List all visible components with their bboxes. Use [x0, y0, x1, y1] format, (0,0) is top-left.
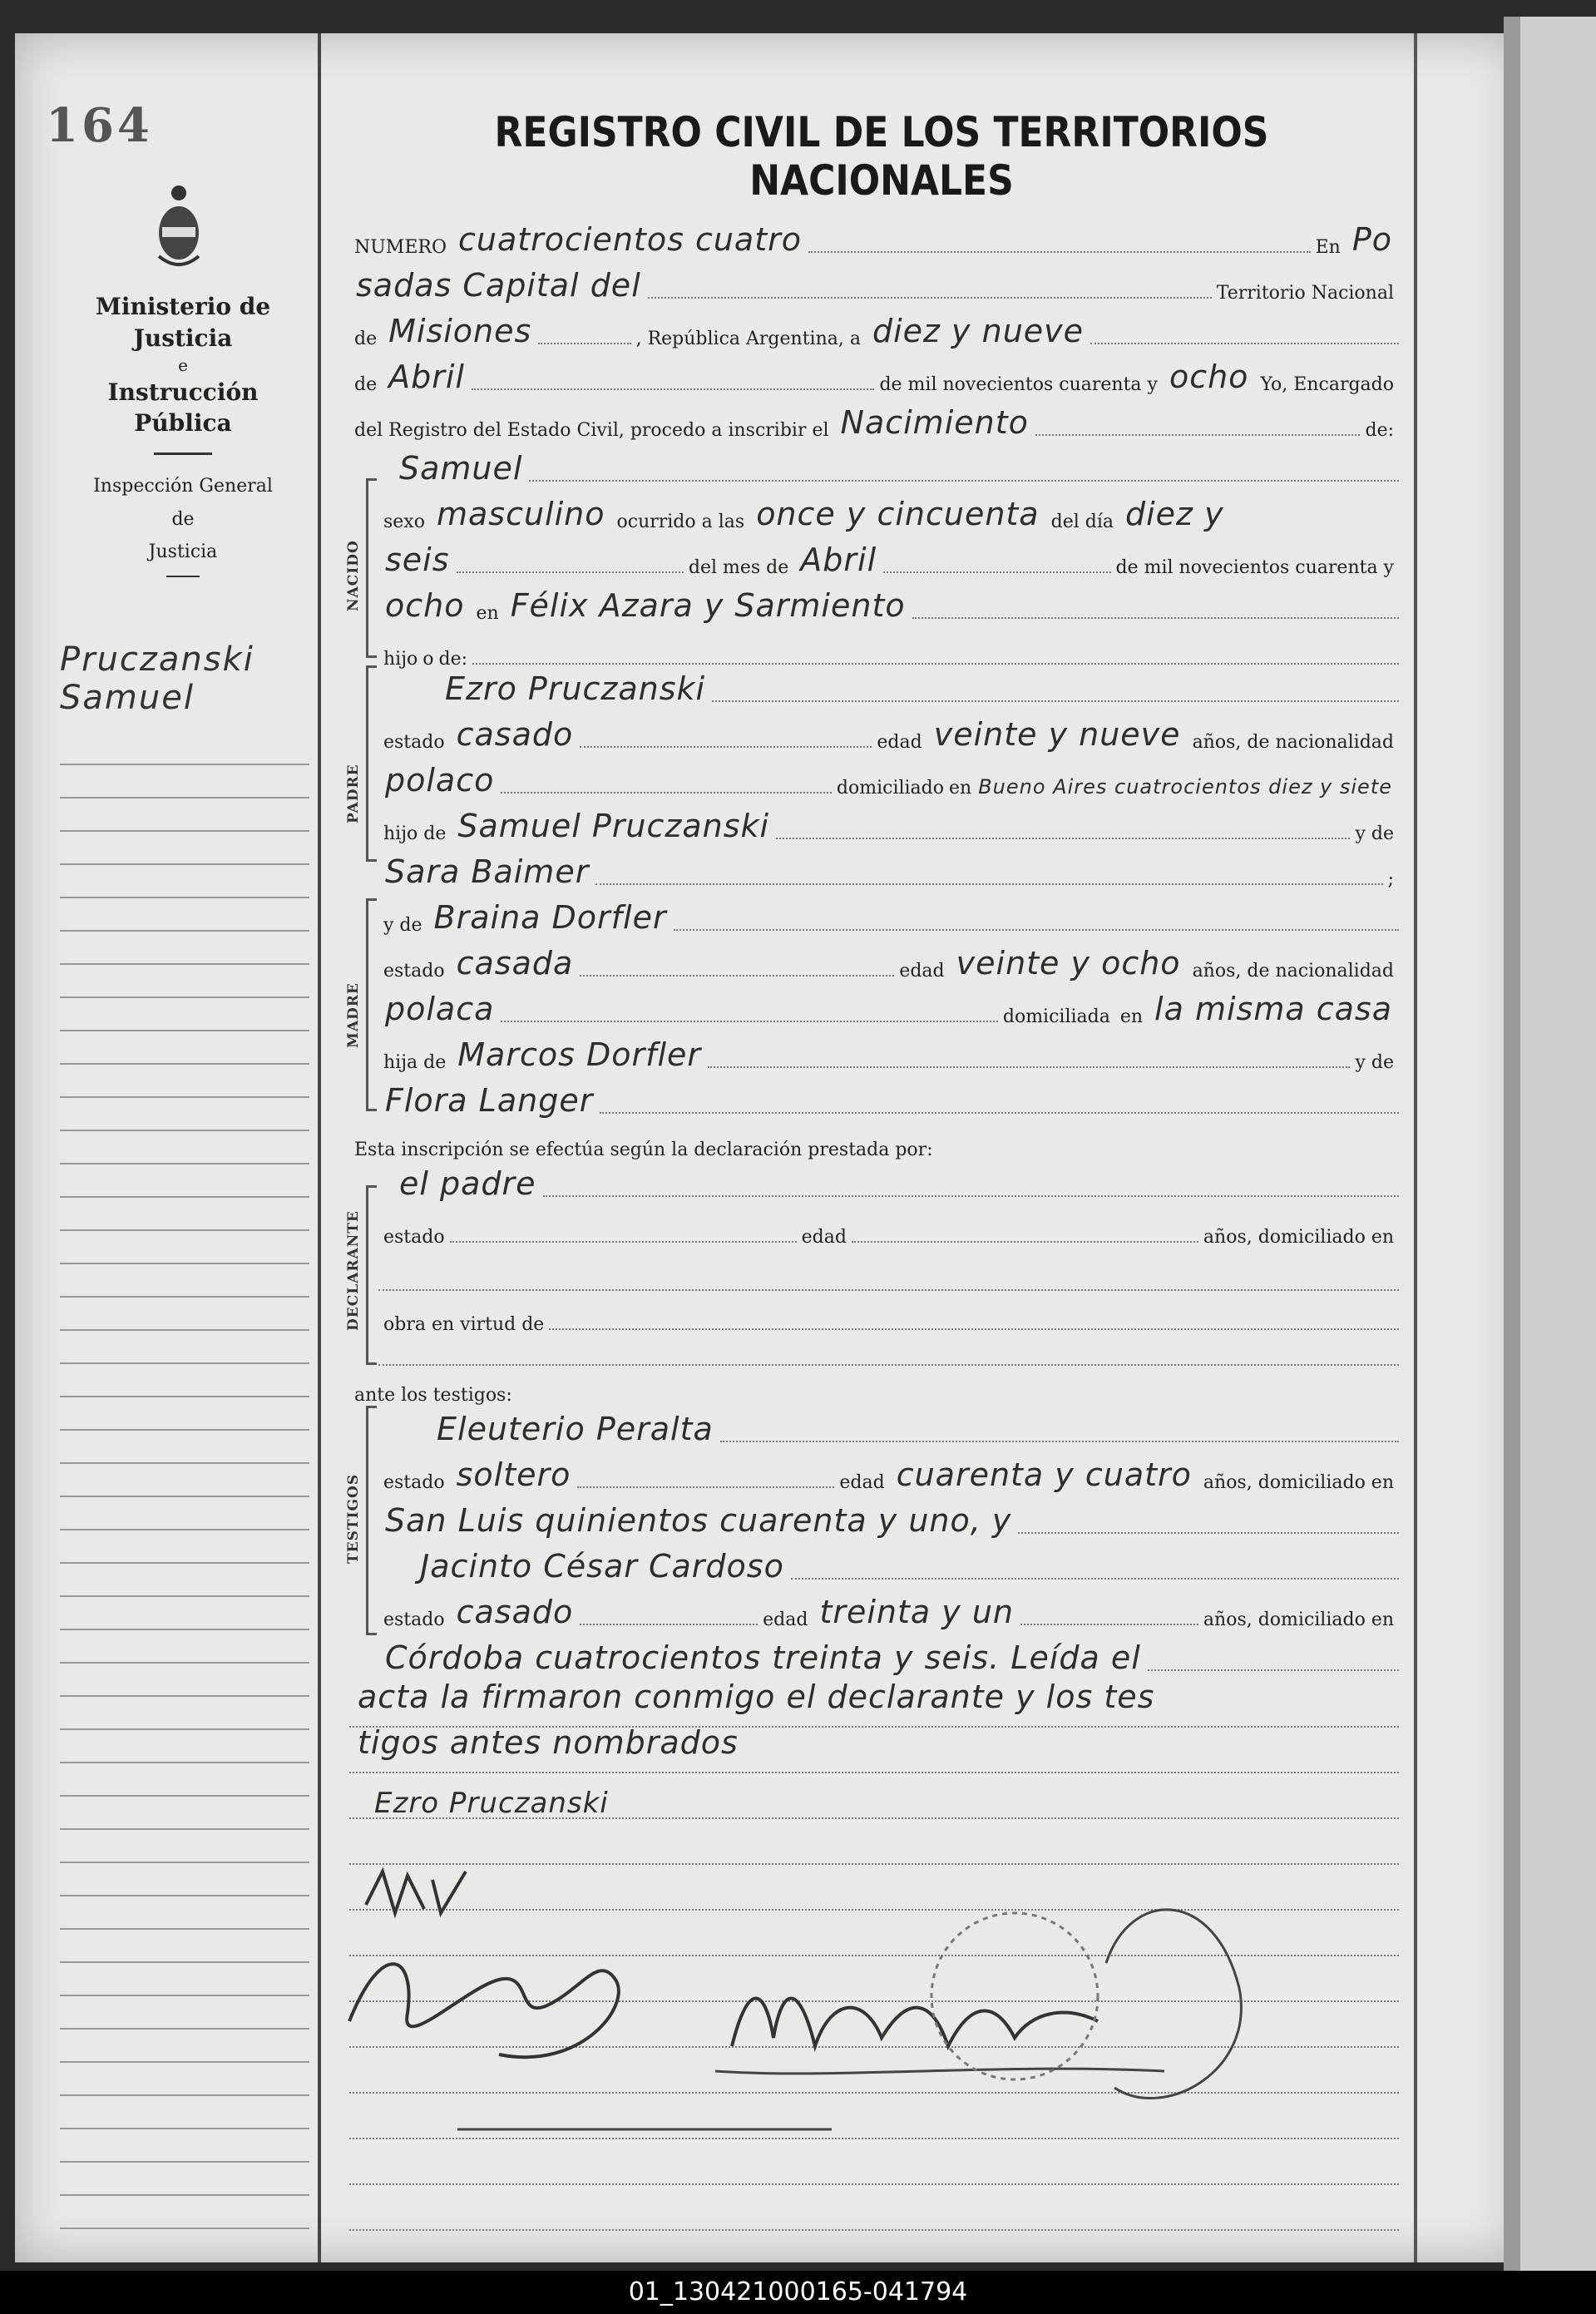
del-mes-label: del mes de [688, 557, 789, 578]
signature-line-10 [349, 2179, 1399, 2231]
year-value: ocho [1169, 358, 1249, 395]
madre-y-de-label-2: y de [1355, 1052, 1394, 1073]
t1-estado: soltero [456, 1456, 571, 1493]
t2-estado: casado [456, 1594, 574, 1630]
image-id-footer: 01_130421000165-041794 [0, 2271, 1596, 2314]
row-t2-name [378, 1535, 1399, 1585]
row-sexo [378, 482, 1399, 532]
de-label-2: de [354, 374, 378, 395]
t2-edad: treinta y un [819, 1594, 1015, 1630]
ministry-header [58, 291, 308, 480]
testigos-bracket [366, 1406, 377, 1635]
madre-domicilio: la misma casa [1154, 991, 1392, 1027]
birth-place: Félix Azara y Sarmiento [510, 587, 906, 624]
padre-hijo-de-label: hijo de [383, 823, 447, 844]
inspection-line3: Justicia [148, 541, 218, 563]
padre-domicilio: Bueno Aires cuatrocientos diez y siete [978, 775, 1392, 799]
padre-father: Samuel Pruczanski [457, 808, 770, 844]
republica-label: , República Argentina, a [635, 329, 861, 349]
row-numero [349, 208, 1399, 258]
row-t2-estado [378, 1580, 1399, 1630]
madre-hija-de-label: hija de [383, 1052, 447, 1073]
t1-name: Eleuterio Peralta [437, 1411, 714, 1447]
row-t1-domicilio [378, 1489, 1399, 1539]
padre-name: Ezro Pruczanski [445, 670, 706, 707]
declarante-bracket [366, 1185, 377, 1365]
obra-label: obra en virtud de [383, 1314, 545, 1335]
declarante-section-label: DECLARANTE [345, 1210, 362, 1331]
declarant-signature: Ezro Pruczanski [374, 1787, 609, 1820]
row-date [349, 345, 1399, 395]
t1-edad-label: edad [839, 1472, 885, 1493]
del-dia-label: del día [1050, 512, 1114, 532]
numero-value: cuatrocientos cuatro [457, 221, 802, 258]
madre-mother: Flora Langer [385, 1082, 594, 1119]
madre-domiciliada-label: domiciliada [1002, 1006, 1110, 1027]
row-child-name [349, 437, 1399, 487]
declaracion-intro: Esta inscripción se efectúa según la declaración prestada por: [354, 1140, 933, 1160]
en-small: en [476, 603, 499, 624]
sexo-value: masculino [436, 496, 605, 532]
t2-name: Jacinto César Cardoso [420, 1548, 784, 1585]
row-madre-parents [378, 1023, 1399, 1073]
facing-page-edge [1504, 17, 1596, 2279]
madre-section-label: MADRE [345, 982, 362, 1048]
closing-text-1: acta la firmaron conmigo el declarante y los tes [358, 1679, 1155, 1715]
mil-label-2: de mil novecientos cuarenta y [1115, 557, 1394, 578]
padre-domiciliado-label: domiciliado [836, 778, 944, 799]
testigos-section-label: TESTIGOS [345, 1473, 362, 1564]
sexo-label: sexo [383, 512, 425, 532]
row-t1-name [378, 1397, 1399, 1447]
hijo-o: o [422, 649, 434, 670]
yo-label: Yo, Encargado [1260, 374, 1394, 395]
row-padre-parents [378, 794, 1399, 844]
hijo-label: hijo [383, 649, 418, 670]
mil-label: de mil novecientos cuarenta y [879, 374, 1158, 395]
coat-of-arms-icon [154, 181, 204, 273]
birth-year: ocho [385, 587, 465, 624]
madre-en-label: en [1119, 1006, 1144, 1027]
madre-anos-label: años, de nacionalidad [1192, 961, 1394, 981]
margin-ruled-lines [60, 732, 309, 2246]
padre-estado: casado [456, 716, 574, 753]
inspection-header [58, 470, 308, 584]
padre-edad: veinte y nueve [933, 716, 1181, 753]
row-territorio [349, 299, 1399, 349]
t1-edad: cuarenta y cuatro [896, 1456, 1192, 1493]
padre-en-label: en [949, 778, 972, 799]
right-rule [1414, 33, 1417, 2262]
ministry-conjunction: e [178, 354, 188, 375]
padre-nacionalidad: polaco [385, 762, 495, 799]
witness-signatures [333, 1855, 1314, 2154]
territorio-value: Misiones [388, 313, 532, 349]
ministry-line2: Instrucción Pública [107, 378, 259, 438]
madre-father: Marcos Dorfler [457, 1036, 702, 1073]
declarante-estado-label: estado [383, 1227, 445, 1248]
madre-edad-label: edad [899, 961, 945, 981]
madre-estado-label: estado [383, 961, 445, 981]
day-value: diez y nueve [872, 313, 1085, 349]
t2-anos-label: años, domiciliado en [1203, 1609, 1395, 1630]
row-registro [349, 391, 1399, 441]
madre-y-de-label: y de [383, 915, 422, 936]
row-mes [378, 528, 1399, 578]
birth-month: Abril [800, 541, 877, 578]
closing-text-2: tigos antes nombrados [358, 1724, 739, 1761]
row-padre-name [378, 657, 1399, 707]
margin-annotation [60, 640, 309, 717]
ocurrido-label: ocurrido a las [616, 512, 745, 532]
row-madre-estado [378, 932, 1399, 981]
row-t1-estado [378, 1443, 1399, 1493]
nacido-bracket [366, 478, 377, 658]
act-type: Nacimiento [840, 404, 1029, 441]
madre-bracket [366, 898, 377, 1111]
hijo-de: de: [438, 649, 468, 670]
en-label: En [1315, 237, 1341, 258]
madre-edad: veinte y ocho [956, 945, 1181, 981]
row-t2-domicilio [378, 1626, 1399, 1676]
row-padre-nac [378, 749, 1399, 799]
registro-label: del Registro del Estado Civil, procedo a inscribir el [354, 420, 829, 441]
t2-estado-label: estado [383, 1609, 445, 1630]
padre-estado-label: estado [383, 732, 445, 753]
hour-value: once y cincuenta [756, 496, 1040, 532]
padre-section-label: PADRE [345, 764, 362, 823]
testigos-intro: ante los testigos: [354, 1385, 512, 1406]
de-label: de [354, 329, 378, 349]
padre-mother: Sara Baimer [385, 853, 590, 890]
row-padre-mother [378, 840, 1399, 890]
t2-edad-label: edad [763, 1609, 808, 1630]
inspection-line2: de [171, 508, 195, 530]
page-number: 164 [46, 98, 153, 153]
child-name: Samuel [399, 450, 523, 487]
row-place [349, 254, 1399, 304]
row-padre-estado [378, 703, 1399, 753]
numero-label: NUMERO [354, 237, 447, 258]
place-value: sadas Capital del [356, 267, 641, 304]
ministry-line1: Ministerio de Justicia [95, 293, 271, 352]
declarante-value: el padre [399, 1165, 536, 1202]
padre-semicolon: ; [1387, 869, 1394, 890]
row-madre-name [378, 886, 1399, 936]
t2-domicilio: Córdoba cuatrocientos treinta y seis. Leída el [385, 1639, 1141, 1676]
birth-day-2: seis [385, 541, 450, 578]
margin-given-name: Samuel [60, 679, 195, 717]
t1-domicilio: San Luis quinientos cuarenta y uno, y [385, 1502, 1012, 1539]
margin-surname: Pruczanski [60, 640, 254, 679]
page-title: REGISTRO CIVIL DE LOS TERRITORIOS NACIONALES [494, 108, 1269, 205]
row-madre-nac [378, 977, 1399, 1027]
margin-rule [318, 33, 321, 2262]
madre-name: Braina Dorfler [433, 899, 667, 936]
territorio-label: Territorio Nacional [1216, 283, 1394, 304]
t1-estado-label: estado [383, 1472, 445, 1493]
madre-nacionalidad: polaca [385, 991, 495, 1027]
birth-day-1: diez y [1124, 496, 1224, 532]
declarante-edad-label: edad [801, 1227, 847, 1248]
padre-anos-label: años, de nacionalidad [1192, 732, 1394, 753]
month-value: Abril [388, 358, 465, 395]
madre-estado: casada [456, 945, 574, 981]
declarante-blank-line [378, 1239, 1399, 1291]
padre-bracket [366, 665, 377, 862]
padre-y-de-label: y de [1355, 823, 1394, 844]
inspection-line1: Inspección General [93, 476, 273, 497]
declarante-anos-label: años, domiciliado en [1203, 1227, 1395, 1248]
t1-anos-label: años, domiciliado en [1203, 1472, 1394, 1493]
row-declarante [349, 1152, 1399, 1202]
en-value: Po [1351, 221, 1392, 258]
de-colon: de: [1365, 420, 1394, 441]
nacido-section-label: NACIDO [345, 540, 362, 611]
padre-edad-label: edad [877, 732, 922, 753]
row-birth-place [378, 574, 1399, 624]
